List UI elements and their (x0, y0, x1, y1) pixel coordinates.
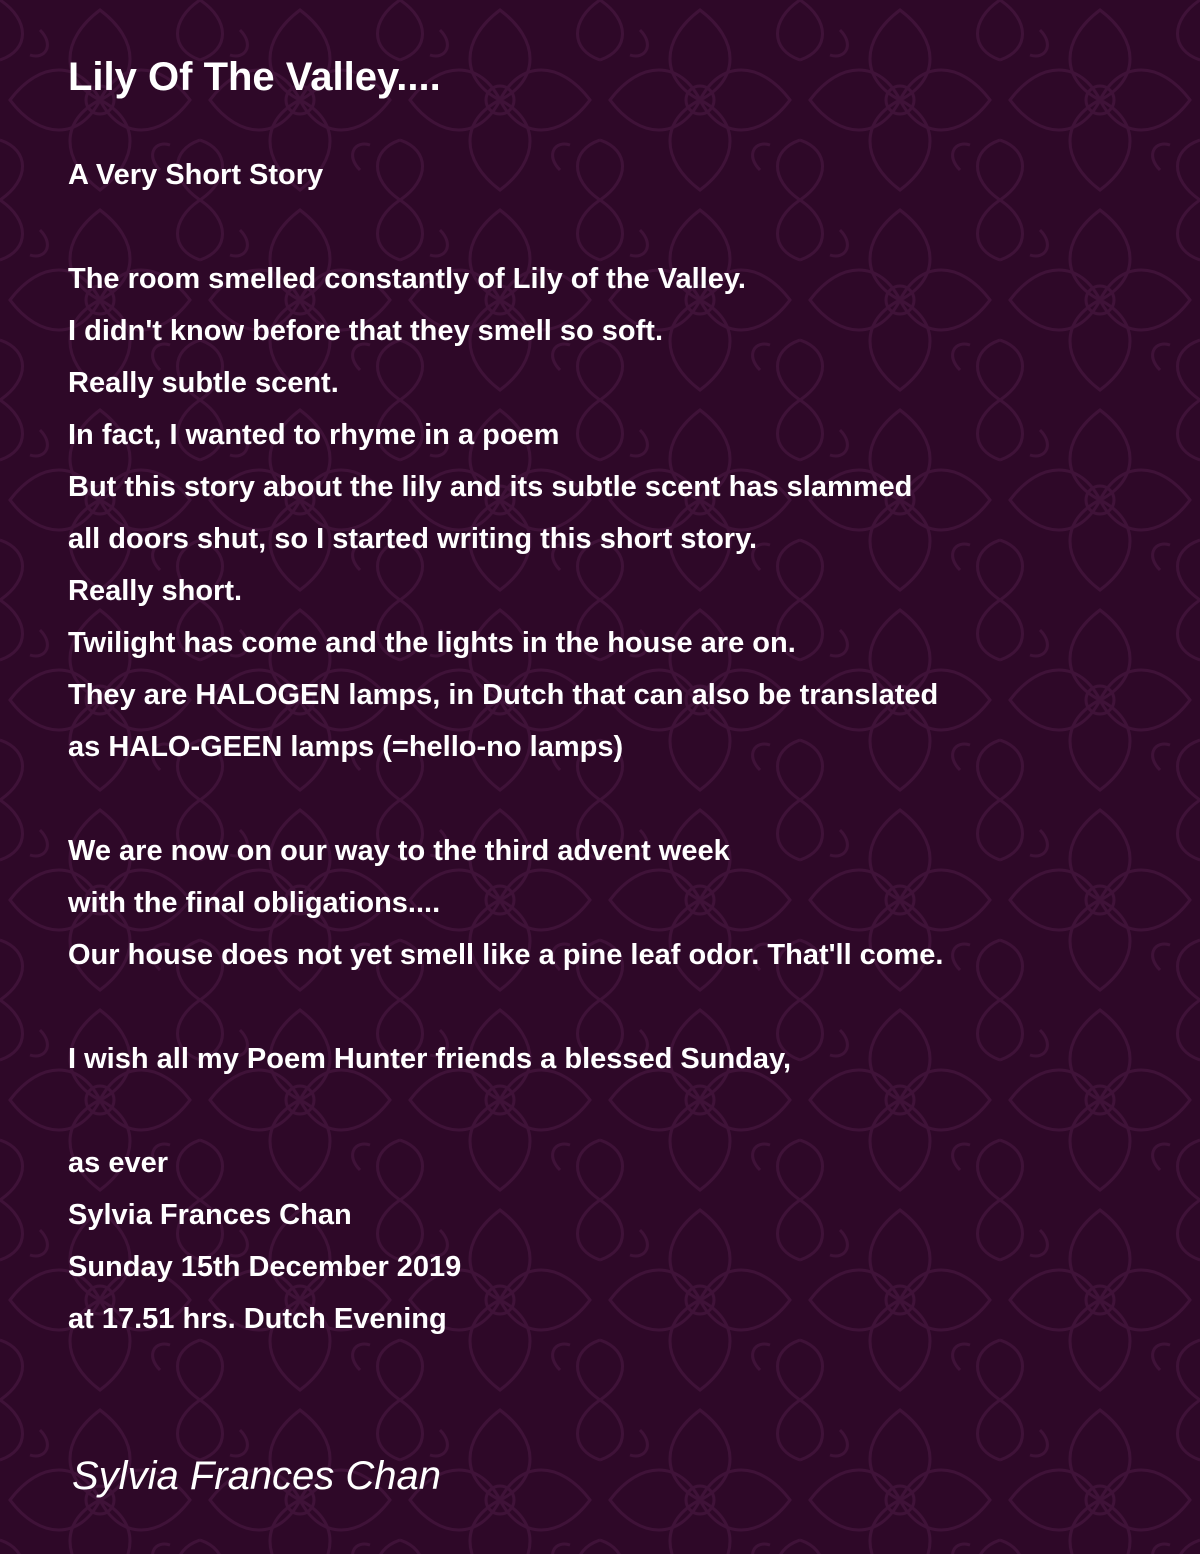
poem-body (68, 149, 944, 1345)
poem-line (68, 201, 944, 253)
poem-line: I wish all my Poem Hunter friends a blessed Sunday, (68, 1043, 792, 1075)
poem-line: Sunday 15th December 2019 (68, 1251, 462, 1283)
poem-line: with the final obligations.... (68, 887, 441, 919)
poem-line: at 17.51 hrs. Dutch Evening (68, 1303, 447, 1335)
poem-line: as HALO-GEEN lamps (=hello-no lamps) (68, 731, 624, 763)
poem-line: I didn't know before that they smell so soft. (68, 315, 664, 347)
author-signature: Sylvia Frances Chan (72, 1454, 442, 1498)
poem-line: all doors shut, so I started writing this short story. (68, 523, 758, 555)
poem-line: Twilight has come and the lights in the house are on. (68, 627, 796, 659)
poem-line: as ever (68, 1147, 168, 1179)
poem-line: In fact, I wanted to rhyme in a poem (68, 419, 560, 451)
poem-line: We are now on our way to the third advent week (68, 835, 730, 867)
poem-line (68, 1085, 944, 1137)
poem-line: But this story about the lily and its subtle scent has slammed (68, 471, 913, 503)
poem-line: Sylvia Frances Chan (68, 1199, 352, 1231)
poem-line: Our house does not yet smell like a pine leaf odor. That'll come. (68, 939, 944, 971)
poem-line: Really subtle scent. (68, 367, 339, 399)
poem-title: Lily Of The Valley.... (68, 55, 441, 99)
poem-line (68, 773, 944, 825)
poem-line: Really short. (68, 575, 243, 607)
poem-line: A Very Short Story (68, 159, 324, 191)
poem-line: The room smelled constantly of Lily of the Valley. (68, 263, 746, 295)
poem-line: They are HALOGEN lamps, in Dutch that can also be translated (68, 679, 939, 711)
poem-line (68, 981, 944, 1033)
